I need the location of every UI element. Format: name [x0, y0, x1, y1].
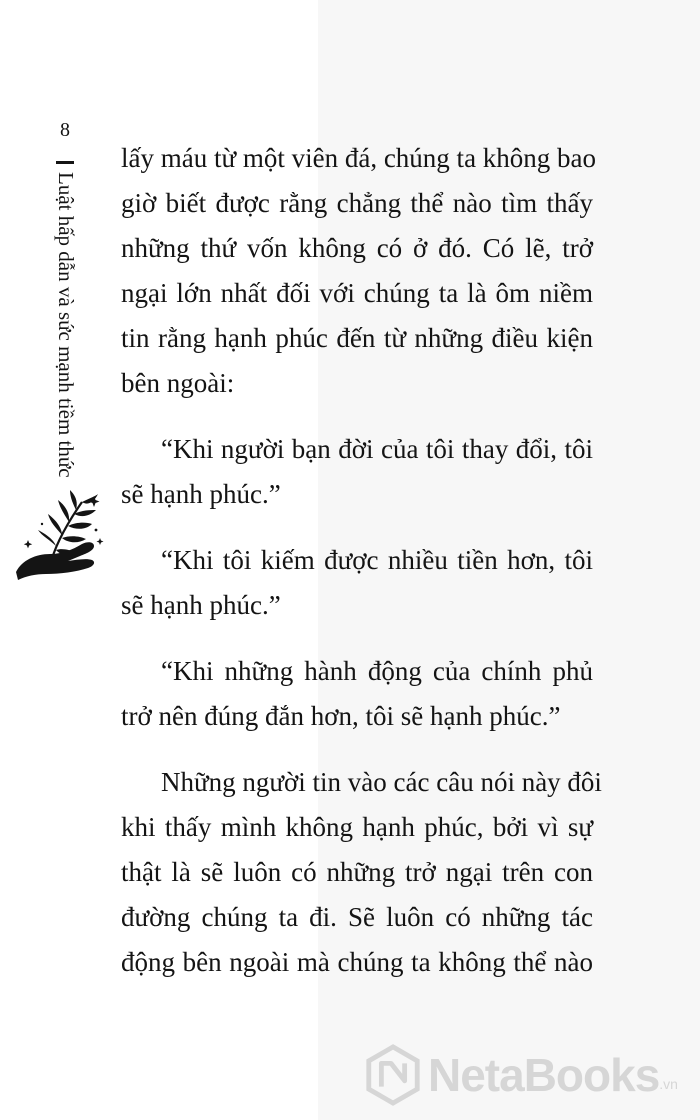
text-line: “Khi tôi kiếm được nhiều tiền hơn, tôi — [161, 545, 593, 575]
text-line: khi thấy mình không hạnh phúc, bởi vì sự — [121, 812, 593, 842]
hand-with-leaf-icon — [10, 488, 110, 588]
text-line: sẽ hạnh phúc.” — [121, 479, 281, 509]
page-number: 8 — [60, 119, 70, 141]
text-line: động bên ngoài mà chúng ta không thể nào — [121, 947, 593, 977]
text-line: những thứ vốn không có ở đó. Có lẽ, trở — [121, 233, 593, 263]
text-line: đường chúng ta đi. Sẽ luôn có những tác — [121, 902, 593, 932]
watermark-suffix: .vn — [659, 1076, 678, 1092]
margin-divider — [56, 161, 74, 164]
quote-paragraph — [121, 427, 593, 517]
netabooks-logo-icon — [362, 1044, 424, 1106]
watermark — [362, 1040, 678, 1110]
quote-paragraph — [121, 538, 593, 628]
paragraph — [121, 760, 602, 985]
paragraph — [121, 136, 597, 406]
text-line: ngại lớn nhất đối với chúng ta là ôm niềm — [121, 278, 593, 308]
text-line: trở nên đúng đắn hơn, tôi sẽ hạnh phúc.” — [121, 701, 561, 731]
quote-paragraph — [121, 649, 593, 739]
text-line: “Khi người bạn đời của tôi thay đổi, tôi — [161, 434, 593, 464]
text-line: tin rằng hạnh phúc đến từ những điều kiện — [121, 323, 593, 353]
text-line: Những người tin vào các câu nói này đôi — [161, 767, 602, 797]
text-line: giờ biết được rằng chẳng thể nào tìm thấy — [121, 188, 593, 218]
text-line: sẽ hạnh phúc.” — [121, 590, 281, 620]
text-line: thật là sẽ luôn có những trở ngại trên con — [121, 857, 593, 887]
body-text — [121, 136, 602, 985]
text-line: “Khi những hành động của chính phủ — [161, 656, 593, 686]
watermark-brand: NetaBooks — [428, 1049, 660, 1101]
text-line: bên ngoài: — [121, 368, 235, 398]
running-title: Luật hấp dẫn và sức mạnh tiềm thức — [54, 172, 78, 478]
text-line: lấy máu từ một viên đá, chúng ta không bao — [121, 143, 597, 173]
